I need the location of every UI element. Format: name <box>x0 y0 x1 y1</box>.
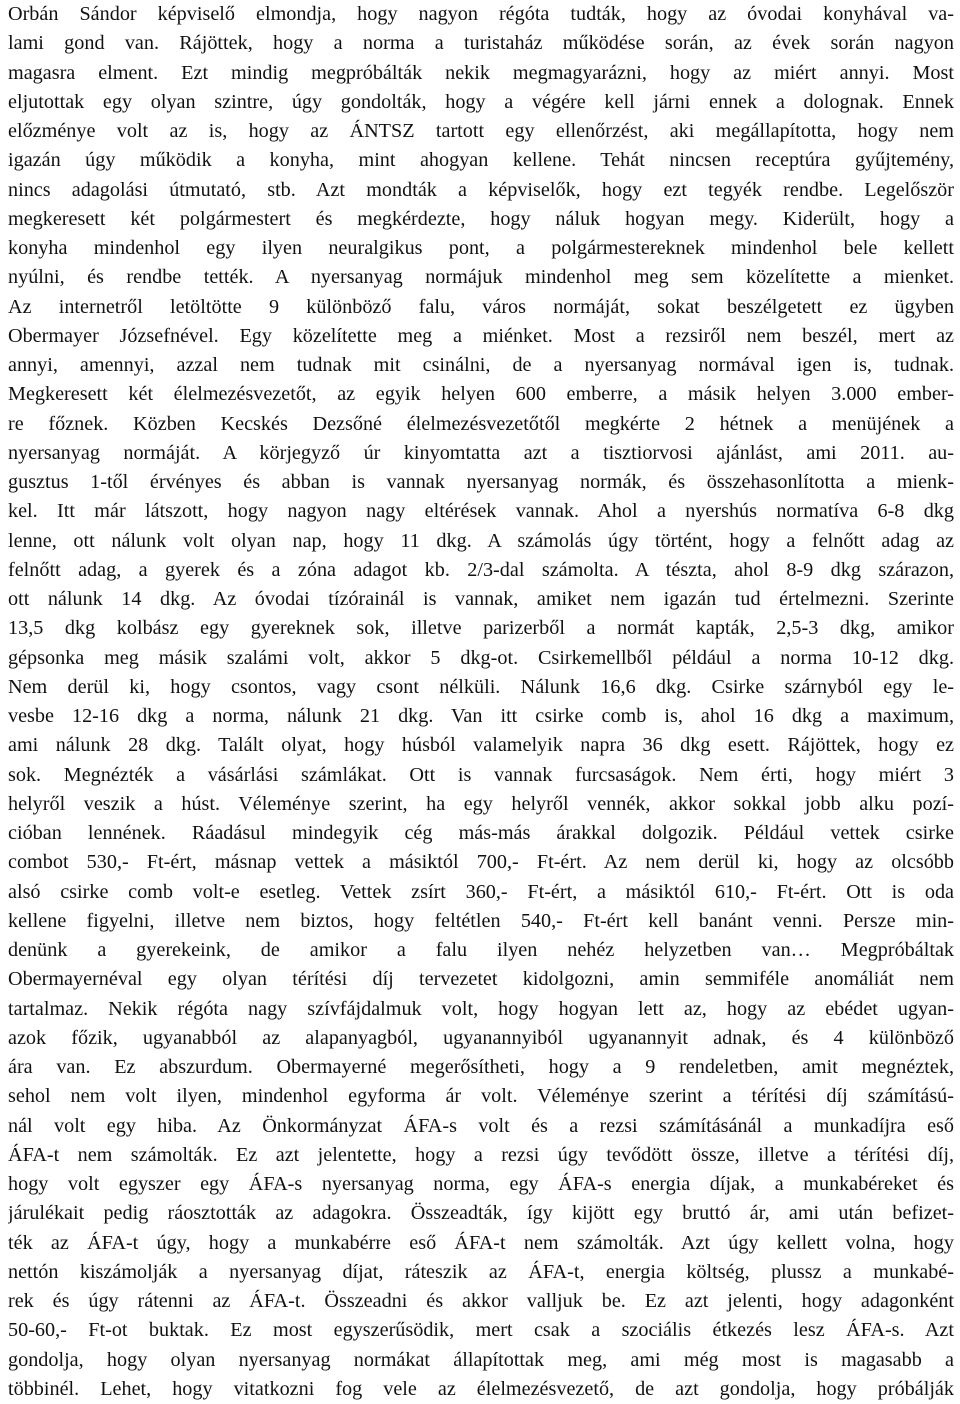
text-line: magasra elment. Ezt mindig megpróbálták nekik megmagyarázni, hogy az miért annyi. Most <box>8 61 954 84</box>
text-line: előzménye volt az is, hogy az ÁNTSZ tartott egy ellenőrzést, aki megállapította, hogy nem <box>8 120 954 142</box>
text-line: nál volt egy hiba. Az Önkormányzat ÁFA-s volt és a rezsi számításánál a munkadíjra eső <box>8 1114 954 1137</box>
text-line: Megkeresett két élelmezésvezetőt, az egyik helyen 600 emberre, a másik helyen 3.000 ember- <box>8 383 954 406</box>
text-line: helyről veszik a húst. Véleménye szerint, ha egy helyről vennék, akkor sokkal jobb alku pozí- <box>8 792 954 815</box>
text-line: sehol nem volt ilyen, mindenhol egyforma ár volt. Véleménye szerint a térítési díj számítású- <box>8 1085 954 1108</box>
document-page <box>8 0 954 1404</box>
text-line: sok. Megnézték a vásárlási számlákat. Ott is vannak furcsaságok. Nem érti, hogy miért 3 <box>8 763 954 786</box>
text-line: Az internetről letöltötte 9 különböző falu, város normáját, sokat beszélgetett ez ügyben <box>8 295 954 318</box>
text-line: 13,5 dkg kolbász egy gyereknek sok, illetve parizerből a normát kapták, 2,5-3 dkg, amikor <box>8 617 954 640</box>
text-line: Obermayer Józsefnével. Egy közelítette meg a miénket. Most a rezsiről nem beszél, mert az <box>8 324 954 347</box>
text-line: combot 530,- Ft-ért, másnap vettek a másiktól 700,- Ft-ért. Az nem derül ki, hogy az olcsóbb <box>8 851 954 874</box>
text-line: nincs adagolási útmutató, stb. Azt mondták a képviselők, hogy ezt tegyék rendbe. Legelőször <box>8 178 954 201</box>
text-line: igazán úgy működik a konyha, mint ahogyan kellene. Tehát nincsen receptúra gyűjtemény, <box>8 149 954 172</box>
text-line: ott nálunk 14 dkg. Az óvodai tízórainál is vannak, amiket nem igazán tud értelmezni. Szerinte <box>8 588 954 610</box>
text-line: Obermayernéval egy olyan térítési díj tervezetet kidolgozni, amin semmiféle anomáliát nem <box>8 968 954 991</box>
text-line: annyi, amennyi, azzal nem tudnak mit csinálni, de a nyersanyag normával igen is, tudnak. <box>8 354 954 376</box>
text-line: járulékait pedig ráosztották az adagokra. Összeadták, így kijött egy bruttó ár, ami után befizet- <box>8 1202 954 1225</box>
text-line: gusztus 1-től érvényes és abban is vannak nyersanyag normák, és összehasonlította a mienk- <box>8 471 954 493</box>
text-line: ÁFA-t nem számolták. Ez azt jelentette, hogy a rezsi úgy tevődött össze, illetve a térítési díj, <box>8 1143 954 1166</box>
text-line: alsó csirke comb volt-e esetleg. Vettek zsírt 360,- Ft-ért, a másiktól 610,- Ft-ért. Ott is oda <box>8 880 954 903</box>
text-line: Orbán Sándor képviselő elmondja, hogy nagyon régóta tudták, hogy az óvodai konyhával va- <box>8 3 954 25</box>
text-line: ték az ÁFA-t úgy, hogy a munkabérre eső ÁFA-t nem számolták. Azt úgy kellett volna, hogy <box>8 1231 954 1254</box>
text-line: eljutottak egy olyan szintre, úgy gondolták, hogy a végére kell járni ennek a dolognak. Ennek <box>8 90 954 113</box>
text-line: nyúlni, és rendbe tették. A nyersanyag normájuk mindenhol meg sem közelítette a mienket. <box>8 266 954 289</box>
text-line: ami nálunk 28 dkg. Talált olyat, hogy húsból valamelyik napra 36 dkg esett. Rájöttek, hogy ez <box>8 734 954 757</box>
text-line: gépsonka meg másik szalámi volt, akkor 5 dkg-ot. Csirkemellből például a norma 10-12 dkg. <box>8 646 954 669</box>
text-line: lami gond van. Rájöttek, hogy a norma a turistaház működése során, az évek során nagyon <box>8 32 954 55</box>
text-line: kellene figyelni, illetve nem biztos, hogy feltétlen 540,- Ft-ért kell banánt venni. Persze min- <box>8 909 954 932</box>
text-line: nettón kiszámolják a nyersanyag díjat, ráteszik az ÁFA-t, energia költség, plussz a munkabé- <box>8 1260 954 1283</box>
text-line: hogy volt egyszer egy ÁFA-s nyersanyag norma, egy ÁFA-s energia díjak, a munkabéreket és <box>8 1173 954 1195</box>
text-line: konyha mindenhol egy ilyen neuralgikus pont, a polgármestereknek mindenhol bele kellett <box>8 237 954 259</box>
text-line: denünk a gyerekeink, de amikor a falu ilyen nehéz helyzetben van… Megpróbáltak <box>8 939 954 961</box>
text-line: re főznek. Közben Kecskés Dezsőné élelmezésvezetőtől megkérte 2 hétnek a menüjének a <box>8 412 954 435</box>
text-line: gondolja, hogy olyan nyersanyag normákat állapítottak meg, ami még most is magasabb a <box>8 1348 954 1371</box>
text-line: azok főzik, ugyanabból az alapanyagból, ugyanannyiból ugyanannyit adnak, és 4 különböző <box>8 1026 954 1049</box>
text-line: tartalmaz. Nekik régóta nagy szívfájdalmuk volt, hogy hogyan lett az, hogy az ebédet ugyan- <box>8 997 954 1020</box>
text-line: cióban lennének. Ráadásul mindegyik cég más-más árakkal dolgozik. Például vettek csirke <box>8 822 954 844</box>
text-line: 50-60,- Ft-ot buktak. Ez most egyszerűsödik, mert csak a szociális étkezés lesz ÁFA-s. Azt <box>8 1319 954 1342</box>
text-line: többinél. Lehet, hogy vitatkozni fog vele az élelmezésvezető, de azt gondolja, hogy próbálják <box>8 1377 954 1400</box>
text-line: felnőtt adag, a gyerek és a zóna adagot kb. 2/3-dal számolta. A tészta, ahol 8-9 dkg szárazon, <box>8 558 954 581</box>
text-line: vesbe 12-16 dkg a norma, nálunk 21 dkg. Van itt csirke comb is, ahol 16 dkg a maximum, <box>8 705 954 727</box>
text-line: Nem derül ki, hogy csontos, vagy csont nélküli. Nálunk 16,6 dkg. Csirke szárnyból egy le- <box>8 675 954 698</box>
text-line: rek és úgy rátenni az ÁFA-t. Összeadni és akkor valljuk be. Ez azt jelenti, hogy adagonként <box>8 1290 954 1312</box>
text-line: megkeresett két polgármestert és megkérdezte, hogy náluk hogyan megy. Kiderült, hogy a <box>8 207 954 230</box>
text-line: kel. Itt már látszott, hogy nagyon nagy eltérések vannak. Ahol a nyershús normatíva 6-8 dkg <box>8 500 954 523</box>
text-line: lenne, ott nálunk volt olyan nap, hogy 11 dkg. A számolás úgy történt, hogy a felnőtt adag az <box>8 529 954 552</box>
text-line: nyersanyag normáját. A körjegyző úr kinyomtatta azt a tisztiorvosi ajánlást, ami 2011. au- <box>8 441 954 464</box>
text-line: ára van. Ez abszurdum. Obermayerné megerősítheti, hogy a 9 rendeletben, amit megnéztek, <box>8 1056 954 1078</box>
